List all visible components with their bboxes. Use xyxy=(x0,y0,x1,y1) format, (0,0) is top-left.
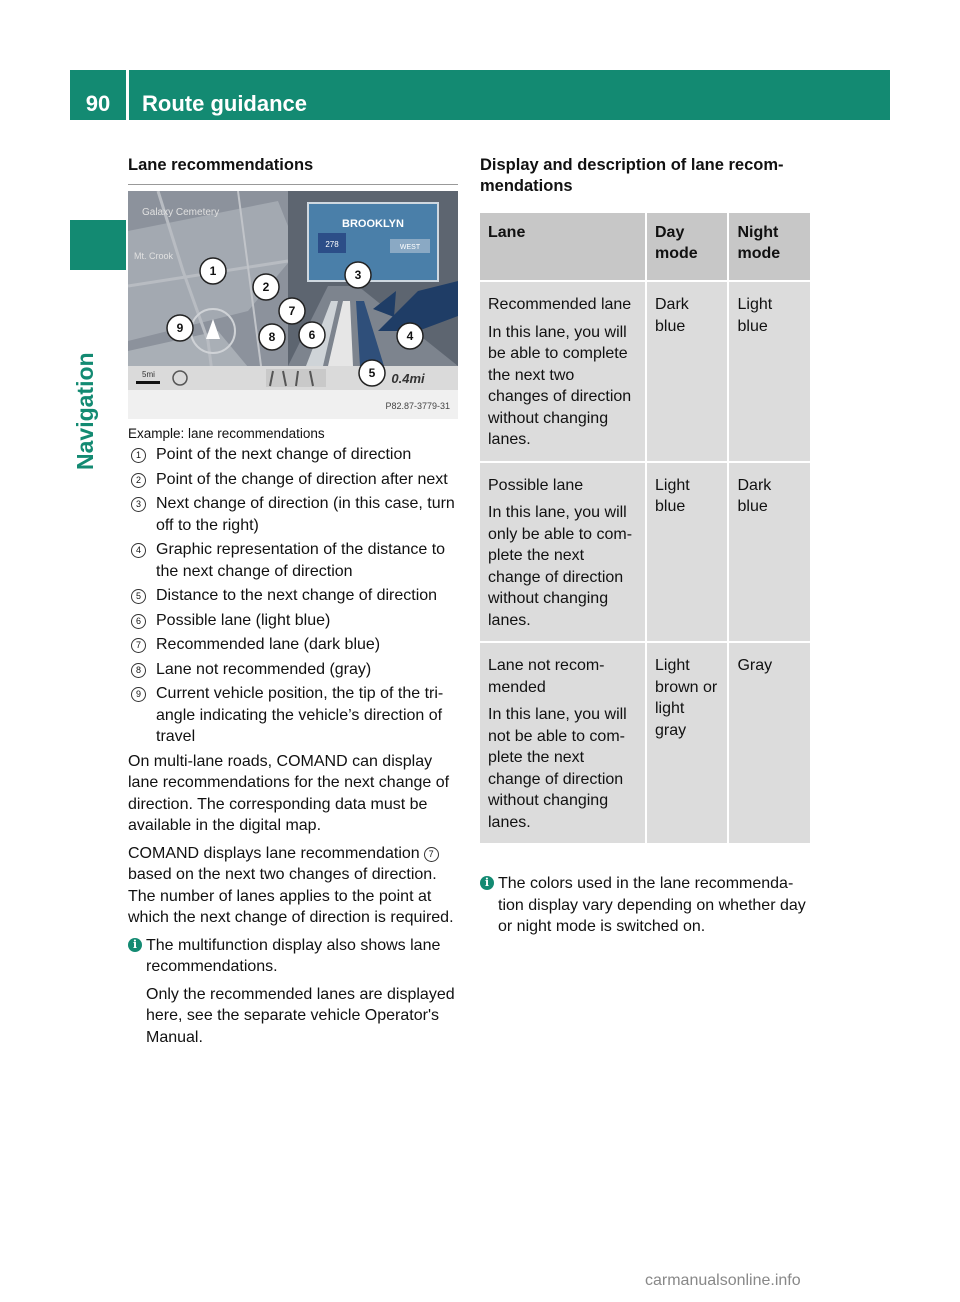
callout-3: 3 xyxy=(354,268,362,282)
watermark: carmanualsonline.info xyxy=(645,1272,801,1289)
day-cell: Light brown or light gray xyxy=(647,643,727,843)
legend-number: 4 xyxy=(131,543,146,558)
sign-shield: 278 xyxy=(325,240,339,249)
column-header-night: Night mode xyxy=(729,213,810,280)
lane-recommendation-figure xyxy=(128,191,458,419)
table-header-row xyxy=(480,213,810,280)
info-icon: i xyxy=(480,876,494,890)
right-column xyxy=(480,155,812,944)
legend-text: Distance to the next change of direction xyxy=(156,587,438,604)
info-text: The colors used in the lane recommenda-tion display vary depending on whether day or night mode is switched on. xyxy=(498,875,806,935)
page-number: 90 xyxy=(85,91,111,116)
display-description-heading: Display and description of lane recom-mendations xyxy=(480,156,784,195)
para2-end: based on the next two changes of direction. The number of lanes applies to the point at which the next change of direction is required. xyxy=(128,866,454,926)
para2-start: COMAND displays lane recommendation xyxy=(128,844,420,862)
callout-5: 5 xyxy=(368,366,376,380)
legend-text: Possible lane (light blue) xyxy=(156,611,331,629)
legend-number: 7 xyxy=(131,638,146,653)
table-row xyxy=(480,282,810,461)
lane-description: In this lane, you will not be able to com-plete the next change of direction without changing lanes. xyxy=(488,706,627,831)
header-divider xyxy=(126,70,129,120)
day-cell: Light blue xyxy=(647,463,727,642)
legend-text: Point of the next change of direction xyxy=(156,446,412,463)
legend-item xyxy=(128,634,458,656)
lane-cell xyxy=(480,463,645,642)
lane-description: In this lane, you will be able to complete the next two changes of direction without changing lanes. xyxy=(488,323,632,448)
map-area-label: Galaxy Cemetery xyxy=(142,207,220,218)
callout-1: 1 xyxy=(209,264,217,278)
legend-item xyxy=(128,683,458,748)
distance-readout: 0.4mi xyxy=(391,371,425,386)
info-text: Only the recommended lanes are displayed here, see the separate vehicle Operator's Manual. xyxy=(146,985,455,1046)
map-scale: 5mi xyxy=(142,370,155,379)
side-tab-block xyxy=(70,220,126,270)
callout-7: 7 xyxy=(288,304,296,318)
table-row xyxy=(480,463,810,642)
page-header xyxy=(70,70,890,120)
side-tab-label: Navigation xyxy=(72,352,98,470)
lane-title: Possible lane xyxy=(488,476,584,494)
legend-text: Lane not recommended (gray) xyxy=(156,660,372,678)
navigation-map-image xyxy=(128,191,458,419)
lane-cell xyxy=(480,282,645,461)
body-paragraph: On multi-lane roads, COMAND can display lane recommendations for the next change of direction. The corresponding data must be available in the digital map. xyxy=(128,752,450,834)
callout-2: 2 xyxy=(262,280,270,294)
legend-text: Recommended lane (dark blue) xyxy=(156,636,381,653)
figure-legend xyxy=(128,444,458,748)
legend-number: 3 xyxy=(131,497,146,512)
legend-number: 5 xyxy=(131,589,146,604)
section-title: Route guidance xyxy=(142,91,308,116)
legend-item xyxy=(128,469,458,491)
legend-text: Next change of direction (in this case, turn off to the right) xyxy=(156,495,455,534)
legend-number: 1 xyxy=(131,448,146,463)
sign-direction: WEST xyxy=(399,244,421,251)
info-icon: i xyxy=(128,938,142,952)
body-paragraph xyxy=(128,843,458,929)
figure-code: P82.87-3779-31 xyxy=(385,401,450,411)
legend-item xyxy=(128,585,458,607)
legend-item xyxy=(128,610,458,632)
column-header-lane: Lane xyxy=(480,213,645,280)
left-column xyxy=(128,155,458,1054)
legend-text: Graphic representation of the distance to the next change of direction xyxy=(156,541,446,580)
lane-recommendations-heading: Lane recommendations xyxy=(128,156,314,174)
info-note xyxy=(128,935,458,1049)
lane-title: Recommended lane xyxy=(488,296,632,313)
callout-8: 8 xyxy=(268,330,276,344)
legend-item xyxy=(128,444,458,466)
inline-callout-number: 7 xyxy=(424,847,439,862)
legend-number: 9 xyxy=(131,687,146,702)
callout-4: 4 xyxy=(406,329,414,343)
table-row xyxy=(480,643,810,843)
lane-color-table xyxy=(478,211,812,845)
sign-city: BROOKLYN xyxy=(342,218,404,230)
night-cell: Dark blue xyxy=(729,463,810,642)
day-cell: Dark blue xyxy=(647,282,727,461)
map-road-label: Mt. Crook xyxy=(134,251,174,261)
legend-number: 2 xyxy=(131,473,146,488)
callout-9: 9 xyxy=(176,321,184,335)
legend-text: Current vehicle position, the tip of the tri-angle indicating the vehicle’s direction of travel xyxy=(156,685,444,745)
legend-item xyxy=(128,659,458,681)
legend-text: Point of the change of direction after next xyxy=(156,470,448,488)
night-cell: Gray xyxy=(729,643,810,843)
lane-description: In this lane, you will only be able to com-plete the next change of direction without changing lanes. xyxy=(488,504,633,629)
lane-title: Lane not recom-mended xyxy=(488,657,605,696)
legend-number: 6 xyxy=(131,614,146,629)
callout-6: 6 xyxy=(308,328,316,342)
night-cell: Light blue xyxy=(729,282,810,461)
legend-item xyxy=(128,539,458,582)
figure-caption: Example: lane recommendations xyxy=(128,426,325,441)
info-text: The multifunction display also shows lane recommendations. xyxy=(146,936,441,975)
column-header-day: Day mode xyxy=(647,213,727,280)
lane-cell xyxy=(480,643,645,843)
heading-rule xyxy=(128,184,458,185)
info-note xyxy=(480,873,812,938)
legend-number: 8 xyxy=(131,663,146,678)
legend-item xyxy=(128,493,458,536)
